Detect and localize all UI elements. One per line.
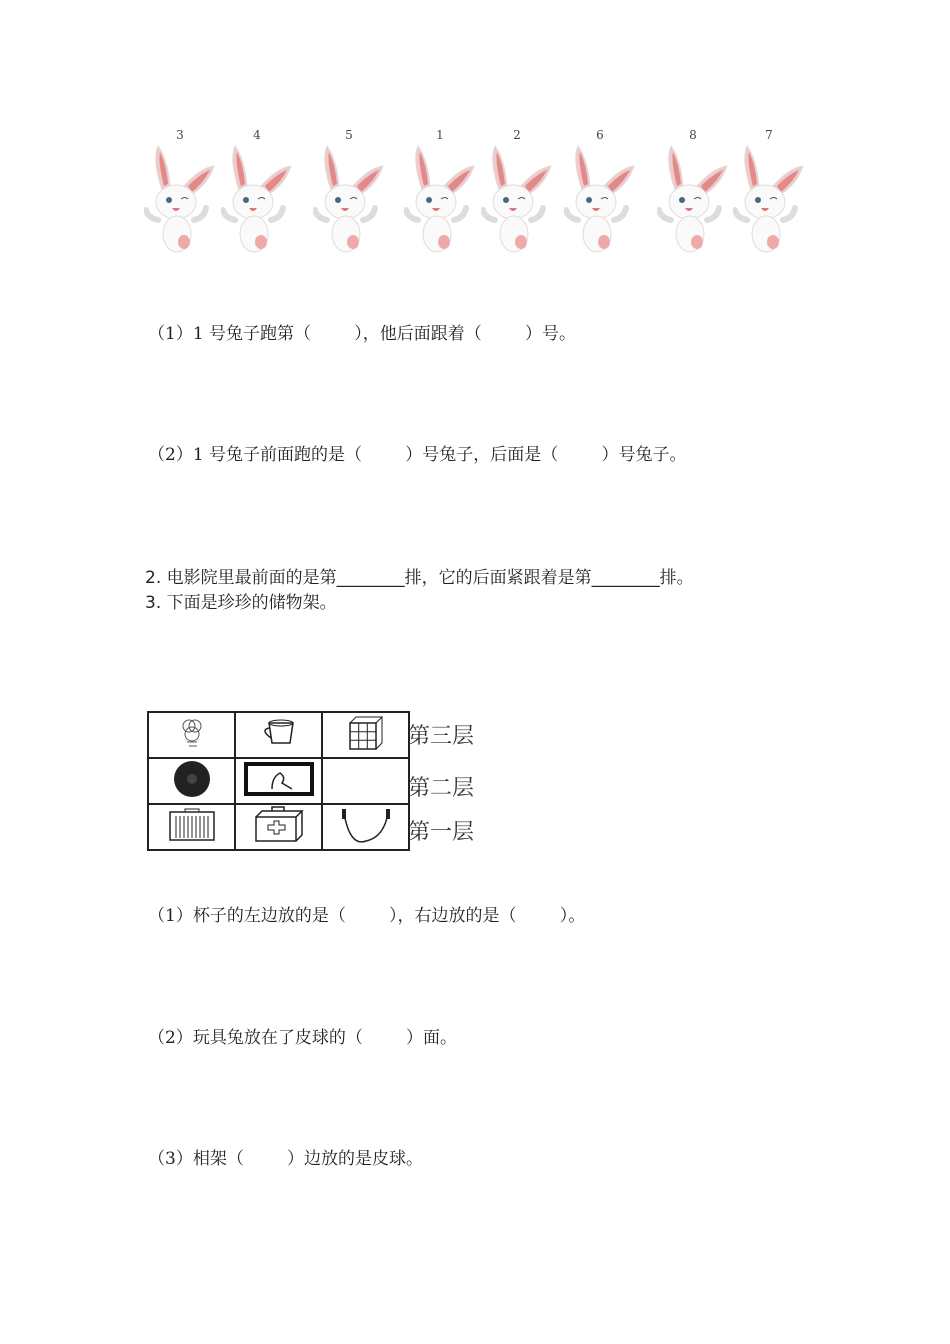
rubiks-cube-icon: [322, 712, 409, 758]
question-1-part-2: （2）1 号兔子前面跑的是（ ）号兔子，后面是（ ）号兔子。: [148, 445, 687, 465]
rabbit-number: 7: [765, 128, 773, 142]
toy-rabbit-icon: [148, 712, 235, 758]
rabbit-number: 3: [176, 128, 184, 142]
medicine-box-icon: [235, 804, 322, 850]
rabbit-number: 5: [345, 128, 353, 142]
rabbit-figure: [140, 128, 220, 268]
empty-slot: [322, 758, 409, 804]
storage-shelf: [147, 711, 410, 851]
rabbit-number: 6: [596, 128, 604, 142]
question-3-title: 3. 下面是珍珍的储物架。: [145, 593, 337, 613]
photo-frame-icon: [235, 758, 322, 804]
rabbit-number: 2: [513, 128, 521, 142]
rabbit-figure: [400, 128, 480, 268]
rabbit-figure: [653, 128, 733, 268]
question-1-part-1: （1）1 号兔子跑第（ ），他后面跟着（ ）号。: [148, 324, 576, 344]
rabbit-figure: [477, 128, 557, 268]
ball-icon: [148, 758, 235, 804]
rabbit-figure: [217, 128, 297, 268]
rabbit-number: 4: [253, 128, 261, 142]
question-3-part-2: （2）玩具兔放在了皮球的（ ）面。: [148, 1028, 458, 1048]
question-2: 2. 电影院里最前面的是第________排，它的后面紧跟着是第________排。: [145, 568, 694, 588]
rabbit-number: 1: [436, 128, 444, 142]
rabbit-figure: [309, 128, 389, 268]
jump-rope-icon: [322, 804, 409, 850]
layer-label-2: 第二层: [408, 776, 475, 801]
toolbox-icon: [148, 804, 235, 850]
question-3-part-1: （1）杯子的左边放的是（ ），右边放的是（ ）。: [148, 906, 586, 926]
layer-label-1: 第一层: [408, 820, 475, 845]
rabbit-number: 8: [689, 128, 697, 142]
rabbit-figure: [729, 128, 809, 268]
rabbit-figure: [560, 128, 640, 268]
cup-icon: [235, 712, 322, 758]
question-3-part-3: （3）相架（ ）边放的是皮球。: [148, 1149, 424, 1169]
layer-label-3: 第三层: [408, 724, 475, 749]
